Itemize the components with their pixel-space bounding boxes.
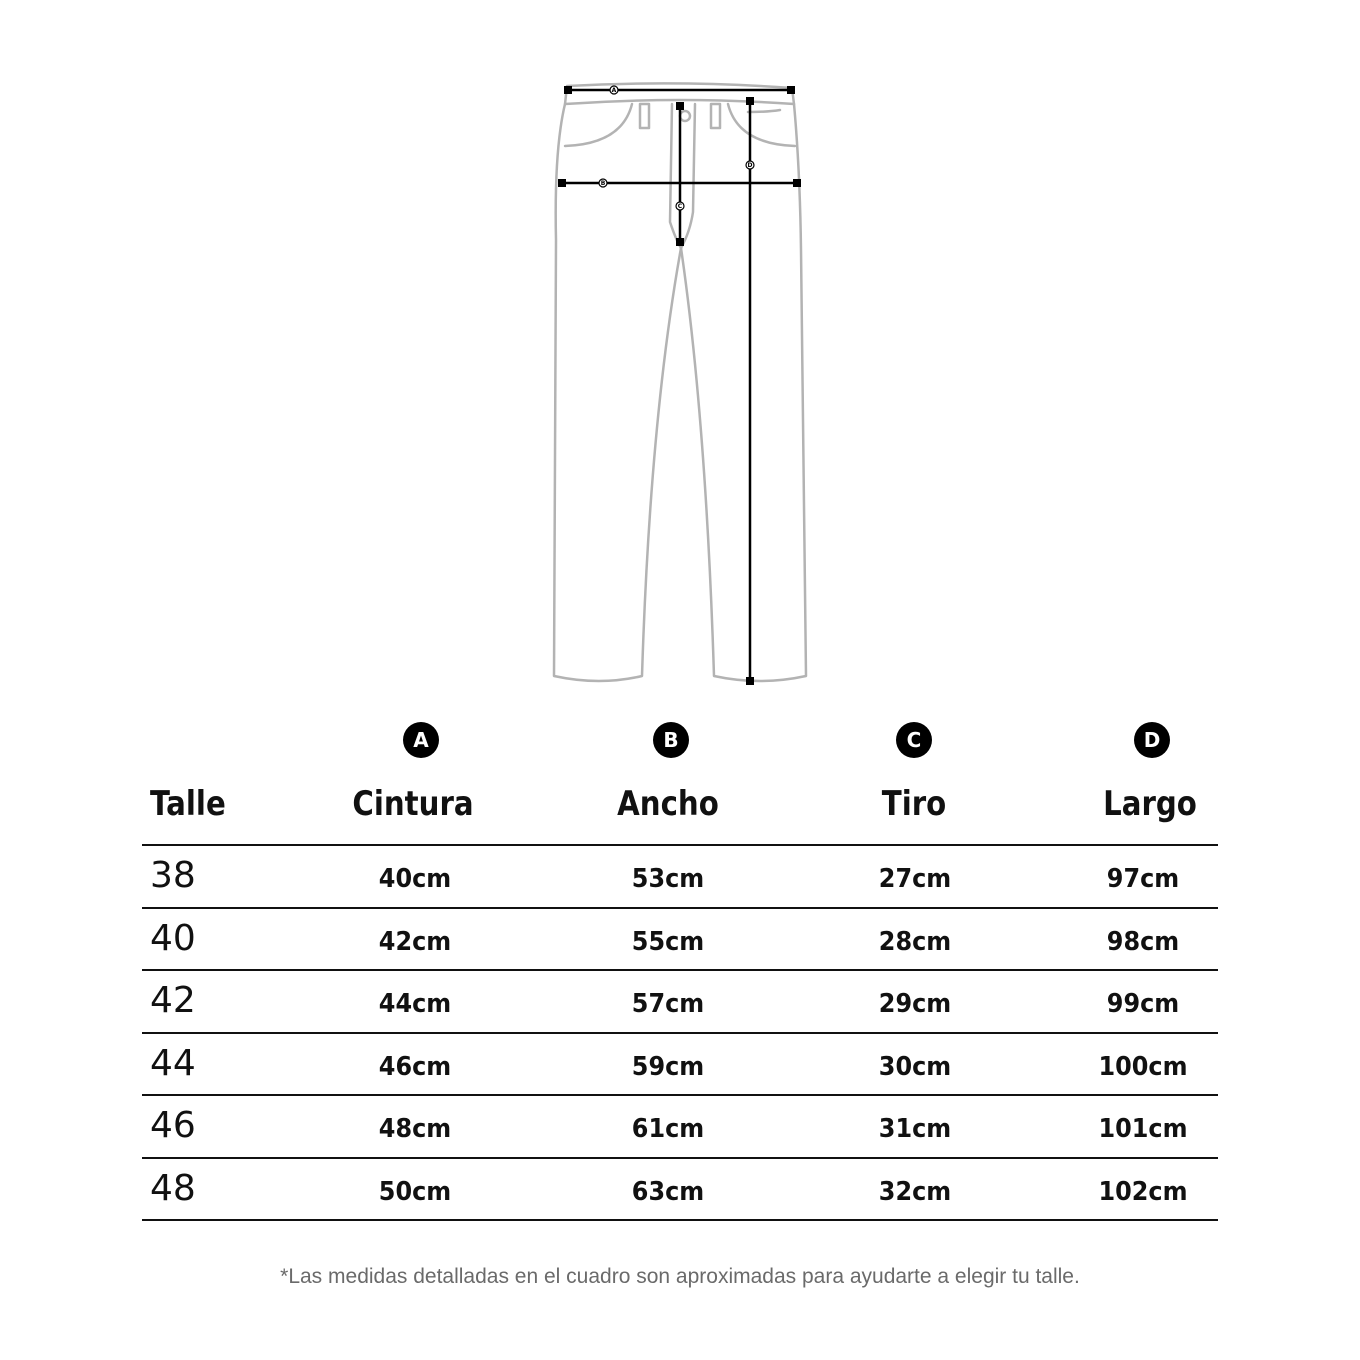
size-value: 46 — [150, 1105, 196, 1146]
svg-text:B: B — [600, 180, 606, 188]
waist-value: 42cm — [378, 927, 452, 957]
width-value: 53cm — [631, 864, 705, 894]
svg-text:C: C — [677, 203, 683, 211]
rise-value: 32cm — [878, 1177, 952, 1207]
length-value: 98cm — [1106, 927, 1180, 957]
width-value: 57cm — [631, 989, 705, 1019]
length-value: 101cm — [1098, 1114, 1188, 1144]
svg-text:D: D — [747, 162, 753, 170]
waist-value: 44cm — [378, 989, 452, 1019]
width-value: 55cm — [631, 927, 705, 957]
header-rise: Tiro — [881, 784, 947, 824]
rise-value: 29cm — [878, 989, 952, 1019]
badge-d: D — [1134, 722, 1170, 758]
size-value: 40 — [150, 918, 196, 959]
size-value: 48 — [150, 1168, 196, 1209]
width-value: 59cm — [631, 1052, 705, 1082]
table-row — [142, 971, 1218, 1033]
marker-d — [746, 161, 754, 169]
waist-value: 48cm — [378, 1114, 452, 1144]
badge-a: A — [403, 722, 439, 758]
svg-text:A: A — [611, 87, 617, 95]
header-width: Ancho — [617, 784, 719, 824]
header-length: Largo — [1103, 784, 1197, 824]
marker-b — [599, 179, 607, 187]
rise-value: 30cm — [878, 1052, 952, 1082]
marker-c — [676, 202, 684, 210]
marker-a — [610, 86, 618, 94]
length-value: 100cm — [1098, 1052, 1188, 1082]
waist-value: 40cm — [378, 864, 452, 894]
waist-value: 50cm — [378, 1177, 452, 1207]
table-row — [142, 1034, 1218, 1096]
waist-value: 46cm — [378, 1052, 452, 1082]
footnote: *Las medidas detalladas en el cuadro son aproximadas para ayudarte a elegir tu talle. — [280, 1265, 1080, 1288]
badge-b: B — [653, 722, 689, 758]
table-row — [142, 1096, 1218, 1158]
rise-value: 27cm — [878, 864, 952, 894]
rise-value: 28cm — [878, 927, 952, 957]
length-value: 97cm — [1106, 864, 1180, 894]
length-value: 102cm — [1098, 1177, 1188, 1207]
width-value: 63cm — [631, 1177, 705, 1207]
rise-value: 31cm — [878, 1114, 952, 1144]
header-waist: Cintura — [352, 784, 474, 824]
width-value: 61cm — [631, 1114, 705, 1144]
table-row — [142, 1159, 1218, 1221]
size-value: 44 — [150, 1043, 196, 1084]
table-row — [142, 909, 1218, 971]
measurement-lines — [562, 90, 797, 681]
length-value: 99cm — [1106, 989, 1180, 1019]
header-size: Talle — [150, 784, 226, 824]
size-value: 42 — [150, 980, 196, 1021]
badge-c: C — [896, 722, 932, 758]
size-value: 38 — [150, 855, 196, 896]
table-row — [142, 846, 1218, 908]
